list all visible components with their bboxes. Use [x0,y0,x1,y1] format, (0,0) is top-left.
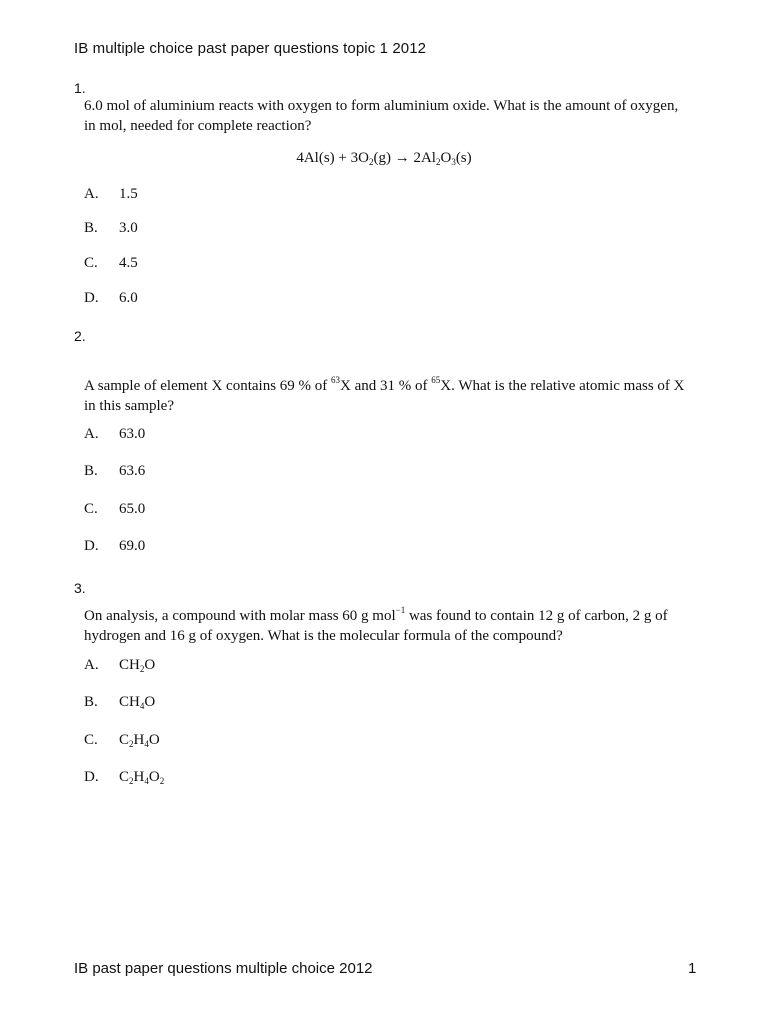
option-text: 1.5 [119,186,138,202]
formula-part: C [119,732,130,748]
formula-subscript: 4 [144,776,149,786]
unit-superscript: −1 [395,605,406,615]
stem-part: X. What is the relative atomic mass of X [440,378,685,394]
question-1-equation [0,150,768,167]
question-1-option-b [84,220,138,237]
page-header: IB multiple choice past paper questions topic 1 2012 [74,40,427,57]
formula-part: H [133,732,145,748]
option-letter: D. [84,538,99,554]
question-1-stem [84,96,694,136]
option-letter: A. [84,657,99,673]
option-letter: C. [84,501,98,517]
option-text: 4.5 [119,255,138,271]
formula-part: O [148,732,160,748]
formula-subscript: 2 [139,664,145,674]
question-3-option-c [84,732,160,749]
question-3-stem [84,600,694,646]
question-3-number: 3. [74,580,86,596]
stem-part: X and 31 % of [340,378,432,394]
formula-subscript: 2 [159,776,165,786]
question-1-option-d [84,290,138,307]
stem-part: was found to contain 12 g of carbon, 2 g of [405,608,668,624]
option-letter: B. [84,694,98,710]
equation-subscript: 3 [451,157,456,167]
formula-part: O [144,657,156,673]
question-2-option-d [84,538,145,555]
question-3-stem-line2: hydrogen and 16 g of oxygen. What is the molecular formula of the compound? [84,628,563,644]
formula-subscript: 2 [129,739,134,749]
option-text: 63.6 [119,463,146,479]
stem-part: On analysis, a compound with molar mass 60 g mol [84,608,396,624]
option-letter: A. [84,426,99,442]
formula-part: CH [119,657,140,673]
question-2-stem-line2: in this sample? [84,398,174,414]
formula-subscript: 4 [139,701,145,711]
option-letter: D. [84,290,99,306]
question-1-stem-line1: 6.0 mol of aluminium reacts with oxygen to form aluminium oxide. What is the amount of oxygen, [84,98,679,114]
option-text: 63.0 [119,426,146,442]
equation-part: (s) [455,150,472,166]
equation-part: (g) → 2Al [373,150,436,166]
question-2-option-c [84,501,145,518]
option-letter: B. [84,463,98,479]
question-1-number: 1. [74,80,86,96]
option-letter: D. [84,769,99,785]
page-number: 1 [688,960,697,977]
question-1-option-c [84,255,138,272]
question-1-option-a [84,186,138,203]
formula-part: H [133,769,145,785]
option-text: 65.0 [119,501,146,517]
option-text: 6.0 [119,290,138,306]
question-2-stem-line1 [84,370,694,396]
option-text: 3.0 [119,220,138,236]
option-letter: C. [84,732,98,748]
question-3-option-b [84,694,155,711]
question-3-option-d [84,769,164,786]
question-2-option-a [84,426,145,443]
option-letter: C. [84,255,98,271]
equation-part: O [440,150,452,166]
equation-part: 4Al(s) + 3O [296,150,369,166]
formula-subscript: 2 [129,776,134,786]
question-2-number: 2. [74,328,86,344]
option-letter: B. [84,220,98,236]
question-3-option-a [84,657,155,674]
question-3-stem-line1 [84,600,694,626]
option-letter: A. [84,186,99,202]
option-text: 69.0 [119,538,146,554]
equation-subscript: 2 [435,157,441,167]
equation-subscript: 2 [368,157,374,167]
question-2-option-b [84,463,145,480]
question-2-stem [84,370,694,416]
page-footer: IB past paper questions multiple choice 2012 [74,960,373,977]
isotope-superscript: 65 [431,375,441,385]
formula-part: C [119,769,130,785]
isotope-superscript: 63 [331,375,341,385]
question-1-stem-line2: in mol, needed for complete reaction? [84,118,312,134]
formula-part: CH [119,694,140,710]
stem-part: A sample of element X contains 69 % of [84,378,332,394]
formula-part: O [148,769,160,785]
formula-part: O [144,694,156,710]
formula-subscript: 4 [144,739,149,749]
